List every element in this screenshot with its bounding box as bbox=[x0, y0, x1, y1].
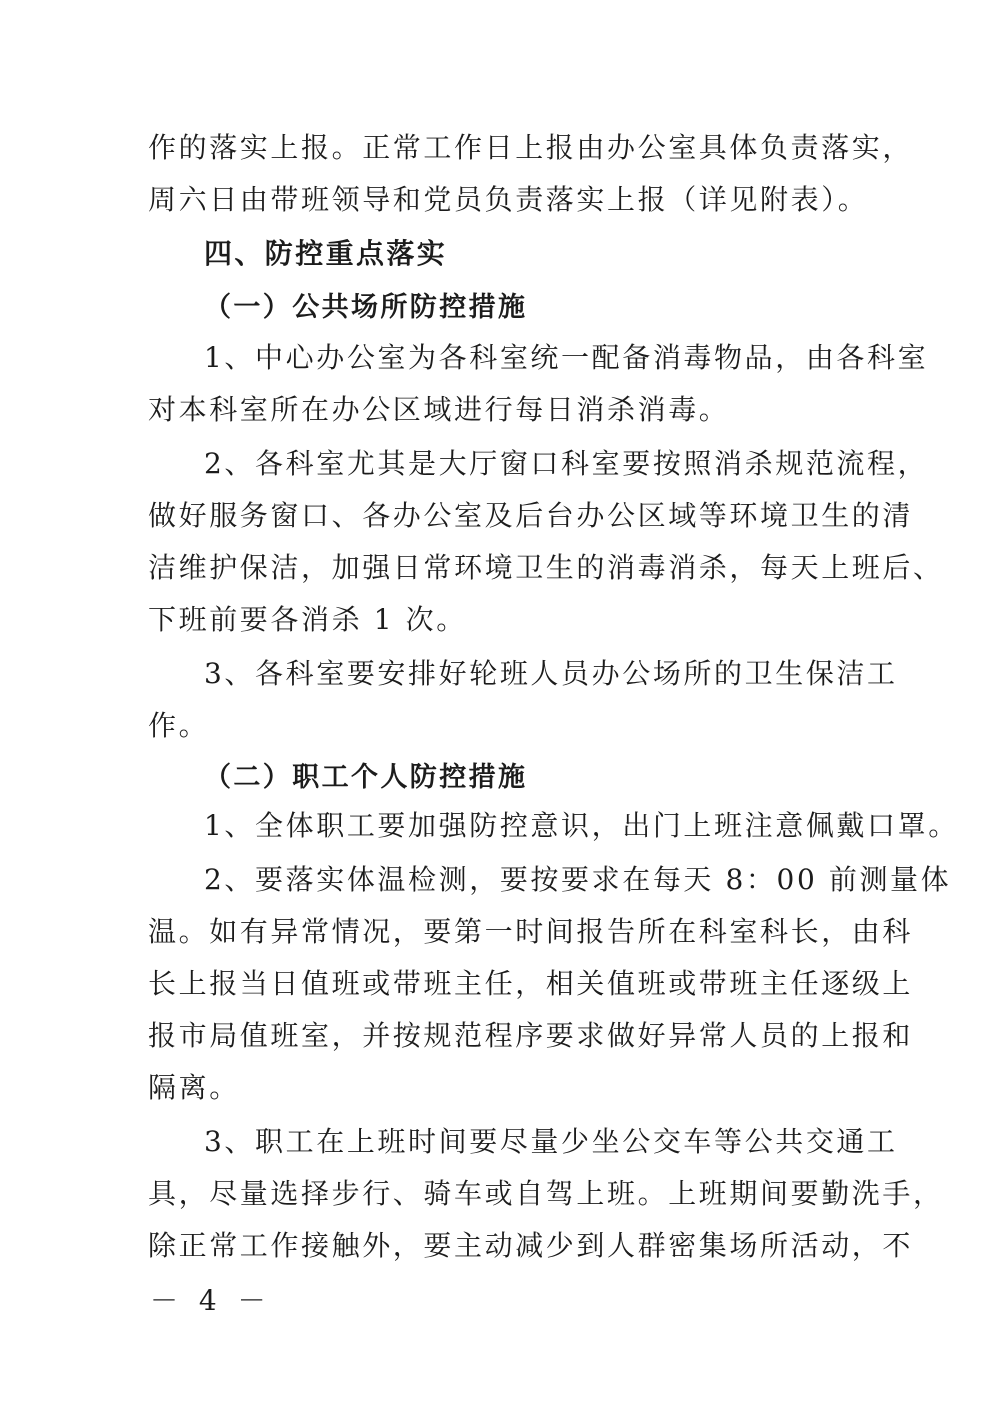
body-line-11: 3、各科室要安排好轮班人员办公场所的卫生保洁工 bbox=[204, 657, 898, 690]
body-line-16: 温。如有异常情况，要第一时间报告所在科室科长，由科 bbox=[148, 915, 914, 948]
subsection-heading-1: （一）公共场所防控措施 bbox=[204, 292, 528, 323]
body-line-1: 作的落实上报。正常工作日上报由办公室具体负责落实， bbox=[148, 131, 914, 164]
section-heading-4: 四、防控重点落实 bbox=[204, 237, 448, 270]
page-number: － 4 － bbox=[150, 1284, 272, 1317]
body-line-15: 2、要落实体温检测，要按要求在每天 8：00 前测量体 bbox=[204, 863, 952, 896]
body-line-17: 长上报当日值班或带班主任，相关值班或带班主任逐级上 bbox=[148, 967, 914, 1000]
body-line-6: 对本科室所在办公区域进行每日消杀消毒。 bbox=[148, 393, 730, 426]
body-line-20: 3、职工在上班时间要尽量少坐公交车等公共交通工 bbox=[204, 1125, 898, 1158]
body-line-22: 除正常工作接触外，要主动减少到人群密集场所活动，不 bbox=[148, 1229, 914, 1262]
body-line-10: 下班前要各消杀 1 次。 bbox=[148, 603, 467, 636]
subsection-heading-2: （二）职工个人防控措施 bbox=[204, 762, 528, 793]
body-line-9: 洁维护保洁，加强日常环境卫生的消毒消杀，每天上班后、 bbox=[148, 551, 944, 584]
body-line-12: 作。 bbox=[148, 709, 210, 742]
body-line-19: 隔离。 bbox=[148, 1071, 240, 1104]
body-line-7: 2、各科室尤其是大厅窗口科室要按照消杀规范流程， bbox=[204, 447, 929, 480]
body-line-18: 报市局值班室，并按规范程序要求做好异常人员的上报和 bbox=[148, 1019, 914, 1052]
body-line-2: 周六日由带班领导和党员负责落实上报（详见附表）。 bbox=[148, 183, 869, 216]
body-line-14: 1、全体职工要加强防控意识，出门上班注意佩戴口罩。 bbox=[204, 809, 959, 842]
body-line-8: 做好服务窗口、各办公室及后台办公区域等环境卫生的清 bbox=[148, 499, 914, 532]
body-line-21: 具，尽量选择步行、骑车或自驾上班。上班期间要勤洗手， bbox=[148, 1177, 944, 1210]
body-line-5: 1、中心办公室为各科室统一配备消毒物品，由各科室 bbox=[204, 341, 929, 374]
